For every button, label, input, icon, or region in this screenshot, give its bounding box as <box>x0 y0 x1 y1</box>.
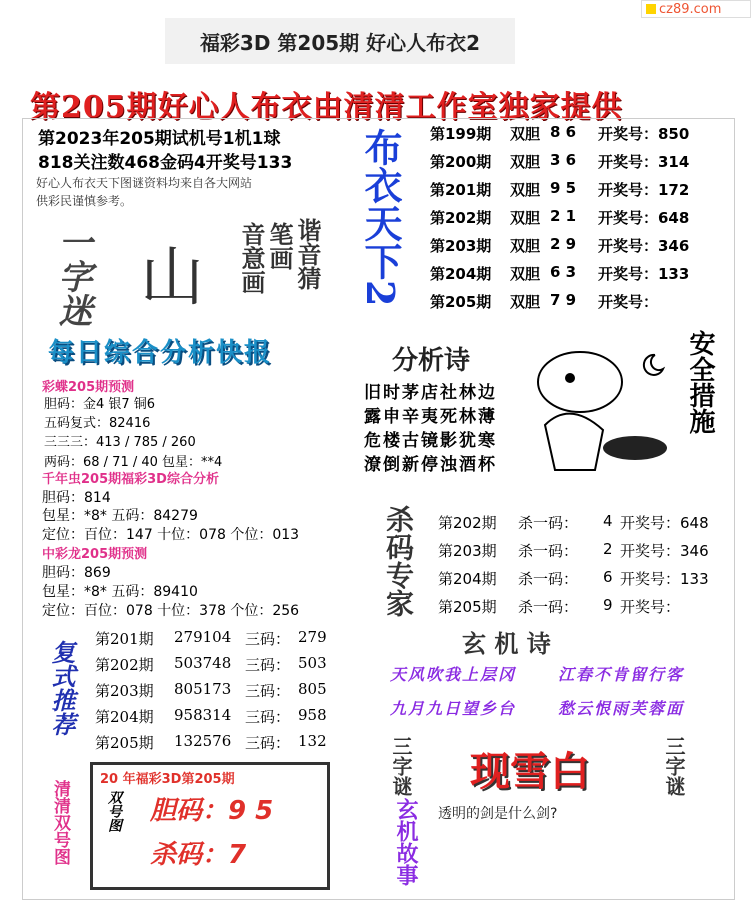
history-issue: 第202期 <box>430 209 492 227</box>
history-open: 开奖号：133 <box>598 265 690 283</box>
header-title: 福彩3D 第205期 好心人布衣2 <box>165 18 515 64</box>
kill-label: 杀一码： <box>518 570 579 588</box>
fushi-val: 279 <box>298 628 327 646</box>
history-label: 双胆 <box>510 153 541 171</box>
history-nums: 7 9 <box>550 291 577 309</box>
fushi-val: 805 <box>298 680 327 698</box>
banner: 第205期好心人布衣由清清工作室独家提供 <box>30 90 623 125</box>
qiannian-head: 千年虫205期福彩3D综合分析 <box>42 472 219 487</box>
hint-col-2: 笔画 <box>265 222 293 270</box>
fushi-code: 805173 <box>174 680 232 698</box>
double-code-head: 20 年福彩3D第205期 <box>100 772 235 787</box>
one-char-riddle-char: 山 <box>140 241 204 315</box>
xuanji-title: 玄 机 诗 <box>462 630 551 658</box>
history-open: 开奖号：850 <box>598 125 690 143</box>
riddle-right-label: 三字谜 <box>662 736 686 796</box>
history-label: 双胆 <box>510 181 541 199</box>
caidie-line-4: 两码：68 / 71 / 40 包星：**4 <box>44 455 223 470</box>
riddle-left-label: 三字谜 <box>389 736 413 796</box>
history-label: 双胆 <box>510 209 541 227</box>
fushi-code: 503748 <box>174 654 232 672</box>
double-code-sha: 杀码：7 <box>150 840 247 870</box>
intro-line-2: 818关注数468金码4开奖号133 <box>38 153 293 173</box>
kill-issue: 第205期 <box>438 598 497 616</box>
history-open: 开奖号：648 <box>598 209 690 227</box>
fushi-issue: 第204期 <box>95 708 154 726</box>
caidie-line-1: 胆码：金4 银7 铜6 <box>44 397 156 412</box>
analysis-poem-title: 分析诗 <box>392 346 471 376</box>
brand-vertical: 布衣天下2 <box>358 128 403 307</box>
fushi-issue: 第202期 <box>95 656 154 674</box>
cartoon-illustration <box>525 330 683 480</box>
fushi-issue: 第205期 <box>95 734 154 752</box>
kill-label: 杀一码： <box>518 598 579 616</box>
zhongcai-head: 中彩龙205期预测 <box>42 547 148 562</box>
zhongcai-line-3: 定位：百位：078 十位：378 个位：256 <box>42 603 300 619</box>
history-issue: 第200期 <box>430 153 492 171</box>
zhongcai-line-1: 胆码：869 <box>42 565 111 581</box>
history-open: 开奖号： <box>598 293 659 311</box>
qiannian-line-2: 包星：*8* 五码：84279 <box>42 508 198 524</box>
kill-open: 开奖号： <box>620 598 681 616</box>
history-nums: 9 5 <box>550 179 577 197</box>
history-nums: 8 6 <box>550 123 577 141</box>
fushi-issue: 第203期 <box>95 682 154 700</box>
history-issue: 第201期 <box>430 181 492 199</box>
intro-line-1: 第2023年205期试机号1机1球 <box>38 129 281 149</box>
history-nums: 3 6 <box>550 151 577 169</box>
analysis-poem-line: 旧时茅店社林边 <box>364 383 497 403</box>
riddle-question: 透明的剑是什么剑? <box>438 806 558 822</box>
kill-open: 开奖号：346 <box>620 542 709 560</box>
watermark-square-icon <box>646 4 656 14</box>
double-code-side: 双号图 <box>106 790 122 832</box>
fushi-issue: 第201期 <box>95 630 154 648</box>
history-issue: 第205期 <box>430 293 492 311</box>
history-label: 双胆 <box>510 293 541 311</box>
qiannian-line-1: 胆码：814 <box>42 490 111 506</box>
kill-open: 开奖号：648 <box>620 514 709 532</box>
history-open: 开奖号：346 <box>598 237 690 255</box>
analysis-poem-line: 危楼古镜影犹寒 <box>364 431 497 451</box>
caidie-line-2: 五码复式：82416 <box>44 416 151 431</box>
caidie-head: 彩蝶205期预测 <box>42 380 135 395</box>
riddle-story-label: 玄机故事 <box>393 798 418 886</box>
analysis-poem-line: 露申辛夷死林薄 <box>364 407 497 427</box>
history-nums: 2 9 <box>550 235 577 253</box>
intro-line-4: 供彩民谨慎参考。 <box>36 194 133 208</box>
fushi-label: 三码： <box>245 630 291 648</box>
zhongcai-line-2: 包星：*8* 五码：89410 <box>42 584 198 600</box>
kill-label: 杀一码： <box>518 542 579 560</box>
kill-issue: 第203期 <box>438 542 497 560</box>
fushi-code: 279104 <box>174 628 232 646</box>
xuanji-line-1b: 江春不肯留行客 <box>558 665 685 684</box>
safety-label: 安全措施 <box>685 330 715 434</box>
history-nums: 2 1 <box>550 207 577 225</box>
watermark-text: cz89.com <box>659 1 722 17</box>
watermark <box>641 0 751 18</box>
hint-col-3: 音意画 <box>237 222 265 294</box>
fushi-val: 958 <box>298 706 327 724</box>
kill-num: 6 <box>603 568 613 586</box>
kill-issue: 第204期 <box>438 570 497 588</box>
qiannian-line-3: 定位：百位：147 十位：078 个位：013 <box>42 527 300 543</box>
hint-col-1: 谐音猜 <box>293 218 321 290</box>
fushi-label: 三码： <box>245 656 291 674</box>
double-code-dan: 胆码：9 5 <box>150 796 274 826</box>
fushi-code: 958314 <box>174 706 232 724</box>
fushi-label: 三码： <box>245 708 291 726</box>
history-label: 双胆 <box>510 125 541 143</box>
fushi-code: 132576 <box>174 732 232 750</box>
kill-num: 4 <box>603 512 613 530</box>
history-nums: 6 3 <box>550 263 577 281</box>
xuanji-line-2b: 愁云恨雨芙蓉面 <box>558 699 685 718</box>
one-char-riddle-label: 一字迷 <box>52 225 92 327</box>
double-code-label: 清清双号图 <box>50 780 70 865</box>
history-open: 开奖号：314 <box>598 153 690 171</box>
kill-issue: 第202期 <box>438 514 497 532</box>
riddle-answer: 现雪白 <box>470 749 590 795</box>
xuanji-line-2a: 九月九日望乡台 <box>390 699 517 718</box>
history-issue: 第199期 <box>430 125 492 143</box>
history-issue: 第204期 <box>430 265 492 283</box>
history-issue: 第203期 <box>430 237 492 255</box>
history-label: 双胆 <box>510 237 541 255</box>
history-open: 开奖号：172 <box>598 181 690 199</box>
kill-num: 9 <box>603 596 613 614</box>
intro-line-3: 好心人布衣天下图谜资料均来自各大网站 <box>36 176 253 190</box>
kill-num: 2 <box>603 540 613 558</box>
fushi-label: 三码： <box>245 734 291 752</box>
fushi-label: 三码： <box>245 682 291 700</box>
history-label: 双胆 <box>510 265 541 283</box>
kill-expert-label: 杀码专家 <box>382 505 415 617</box>
kill-open: 开奖号：133 <box>620 570 709 588</box>
fushi-label: 复式推荐 <box>47 640 75 736</box>
daily-report-title: 每日综合分析快报 <box>48 338 273 368</box>
analysis-poem-line: 潦倒新停浊酒杯 <box>364 455 497 475</box>
xuanji-line-1a: 天风吹我上层冈 <box>390 665 517 684</box>
caidie-line-3: 三三三：413 / 785 / 260 <box>44 435 196 450</box>
fushi-val: 132 <box>298 732 327 750</box>
fushi-val: 503 <box>298 654 327 672</box>
kill-label: 杀一码： <box>518 514 579 532</box>
